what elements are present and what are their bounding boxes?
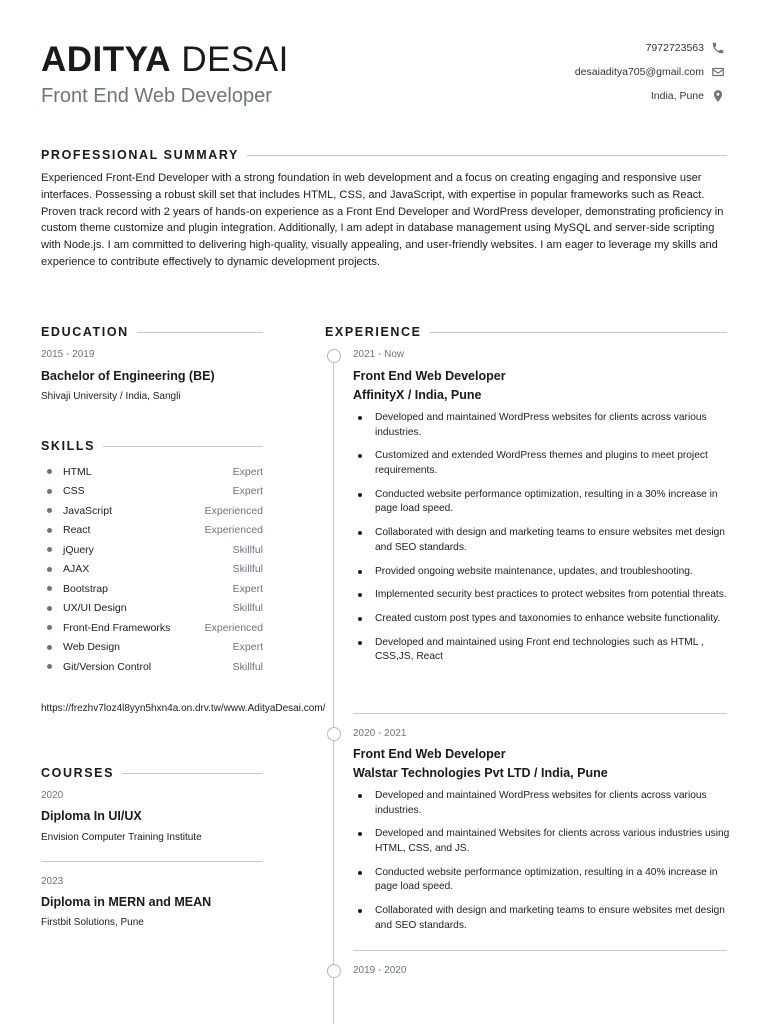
- experience-heading: [325, 324, 727, 340]
- phone-text: 7972723563: [645, 42, 704, 54]
- skill-item: [41, 599, 263, 619]
- phone-icon: [710, 40, 726, 56]
- job-dates: 2020 - 2021: [353, 728, 407, 739]
- job-bullets: [353, 411, 738, 674]
- skills-rule: [103, 446, 263, 447]
- skill-name: CSS: [63, 485, 85, 498]
- bullet-dot: [47, 469, 52, 474]
- list-item: Collaborated with design and marketing teams to ensure websites met design and SEO standards.: [353, 904, 738, 933]
- list-item: Developed and maintained Websites for clients across various industries using HTML, CSS, and JS.: [353, 827, 738, 856]
- skill-level: Skillful: [232, 543, 263, 556]
- summary-rule: [247, 155, 727, 156]
- skill-item: [41, 638, 263, 658]
- bullet-dot: [47, 606, 52, 611]
- course-year: 2020: [41, 790, 64, 801]
- bullet-dot: [47, 489, 52, 494]
- skill-name: HTML: [63, 465, 92, 478]
- timeline-line: [333, 362, 334, 1024]
- list-item: Implemented security best practices to protect websites from potential threats.: [353, 588, 738, 603]
- first-name: ADITYA: [41, 40, 172, 79]
- timeline-marker: [327, 727, 341, 741]
- list-item: Developed and maintained WordPress websites for clients across various industries.: [353, 411, 738, 440]
- courses-rule: [122, 773, 263, 774]
- job-company: AffinityX / India, Pune: [353, 388, 482, 402]
- bullet-dot: [47, 508, 52, 513]
- skill-item: [41, 657, 263, 677]
- education-degree: Bachelor of Engineering (BE): [41, 369, 215, 383]
- skill-item: [41, 501, 263, 521]
- contact-email: [466, 60, 726, 84]
- skill-name: Git/Version Control: [63, 660, 152, 673]
- courses-heading: [41, 765, 263, 781]
- skill-name: JavaScript: [63, 504, 113, 517]
- skill-name: AJAX: [63, 563, 90, 576]
- job-bullets: [353, 789, 738, 943]
- skill-item: [41, 618, 263, 638]
- skill-name: Front-End Frameworks: [63, 621, 171, 634]
- skills-list: [41, 462, 263, 677]
- skill-item: [41, 521, 263, 541]
- list-item: Collaborated with design and marketing teams to ensure websites met design and SEO standards.: [353, 526, 738, 555]
- skill-level: Expert: [232, 485, 263, 498]
- bullet-dot: [47, 528, 52, 533]
- contact-phone: [466, 36, 726, 60]
- list-item: Developed and maintained WordPress websites for clients across various industries.: [353, 789, 738, 818]
- list-item: Provided ongoing website maintenance, updates, and troubleshooting.: [353, 565, 738, 580]
- map-pin-icon: [710, 88, 726, 104]
- list-item: Conducted website performance optimization, resulting in a 40% increase in page load speed.: [353, 866, 738, 895]
- skill-level: Skillful: [232, 602, 263, 615]
- envelope-icon: [710, 64, 726, 80]
- bullet-dot: [47, 664, 52, 669]
- list-item: Customized and extended WordPress themes and plugins to meet project requirements.: [353, 449, 738, 478]
- job-role: Front End Web Developer: [353, 369, 506, 383]
- course-divider: [41, 861, 263, 862]
- skill-level: Experienced: [204, 524, 263, 537]
- education-rule: [137, 332, 263, 333]
- education-heading: [41, 324, 263, 340]
- email-text: desaiaditya705@gmail.com: [574, 66, 704, 78]
- skill-name: jQuery: [63, 543, 94, 556]
- timeline-marker: [327, 964, 341, 978]
- education-dates: 2015 - 2019: [41, 349, 95, 360]
- experience-rule: [430, 332, 727, 333]
- skill-level: Expert: [232, 582, 263, 595]
- skill-item: [41, 579, 263, 599]
- education-school: Shivaji University / India, Sangli: [41, 391, 181, 402]
- course-title: Diploma in MERN and MEAN: [41, 895, 212, 909]
- job-dates: 2019 - 2020: [353, 965, 407, 976]
- skill-level: Experienced: [204, 621, 263, 634]
- course-year: 2023: [41, 876, 64, 887]
- list-item: Created custom post types and taxonomies to enhance website functionality.: [353, 612, 738, 627]
- location-text: India, Pune: [650, 90, 704, 102]
- job-divider: [353, 950, 727, 951]
- list-item: Conducted website performance optimization, resulting in a 30% increase in page load speed.: [353, 488, 738, 517]
- bullet-dot: [47, 625, 52, 630]
- portfolio-link[interactable]: https://frezhv7loz4l8yyn5hxn4a.on.drv.tw/www.AdityaDesai.com/: [41, 703, 326, 714]
- skill-item: [41, 560, 263, 580]
- job-role: Front End Web Developer: [353, 747, 506, 761]
- course-institute: Envision Computer Training Institute: [41, 832, 202, 843]
- skill-name: React: [63, 524, 91, 537]
- courses-heading-label: COURSES: [41, 766, 115, 780]
- contact-location: [466, 84, 726, 108]
- skill-name: Web Design: [63, 641, 121, 654]
- skill-level: Expert: [232, 641, 263, 654]
- skill-item: [41, 462, 263, 482]
- summary-text: Experienced Front-End Developer with a strong foundation in web development and a focus on creating engaging and responsive user interfaces. Possessing a robust skill set that includes HTML, CSS, and JavaScript, with expertise in popular frameworks such as React. Proven track record with 2 years of hands-on experience as a Front End Developer and WordPress developer, demonstrating proficiency in custom theme customize and plugin integration. Additionally, I am adept in database management using MySQL and server-side scripting with Node.js. I am committed to delivering high-quality, visually appealing, and user-friendly websites. I am eager to leverage my skills and experience to contribute effectively to dynamic development projects.: [41, 172, 724, 268]
- education-heading-label: EDUCATION: [41, 325, 129, 339]
- list-item: Developed and maintained using Front end technologies such as HTML , CSS,JS, React: [353, 636, 738, 665]
- experience-heading-label: EXPERIENCE: [325, 325, 422, 339]
- summary-heading-label: PROFESSIONAL SUMMARY: [41, 148, 239, 162]
- skill-level: Skillful: [232, 660, 263, 673]
- bullet-dot: [47, 586, 52, 591]
- summary-heading: [41, 147, 727, 163]
- contact-info: [466, 36, 726, 108]
- job-divider: [353, 713, 727, 714]
- job-dates: 2021 - Now: [353, 349, 405, 360]
- skill-level: Expert: [232, 465, 263, 478]
- timeline-marker: [327, 349, 341, 363]
- bullet-dot: [47, 567, 52, 572]
- course-institute: Firstbit Solutions, Pune: [41, 917, 144, 928]
- skills-heading: [41, 438, 263, 454]
- last-name: DESAI: [181, 40, 289, 79]
- skill-name: Bootstrap: [63, 582, 108, 595]
- skills-heading-label: SKILLS: [41, 439, 96, 453]
- skill-level: Experienced: [204, 504, 263, 517]
- job-title: Front End Web Developer: [41, 85, 272, 107]
- skill-item: [41, 540, 263, 560]
- skill-item: [41, 482, 263, 502]
- job-company: Walstar Technologies Pvt LTD / India, Pune: [353, 766, 608, 780]
- skill-name: UX/UI Design: [63, 602, 127, 615]
- bullet-dot: [47, 645, 52, 650]
- course-title: Diploma In UI/UX: [41, 809, 142, 823]
- bullet-dot: [47, 547, 52, 552]
- candidate-name: [41, 38, 289, 82]
- skill-level: Skillful: [232, 563, 263, 576]
